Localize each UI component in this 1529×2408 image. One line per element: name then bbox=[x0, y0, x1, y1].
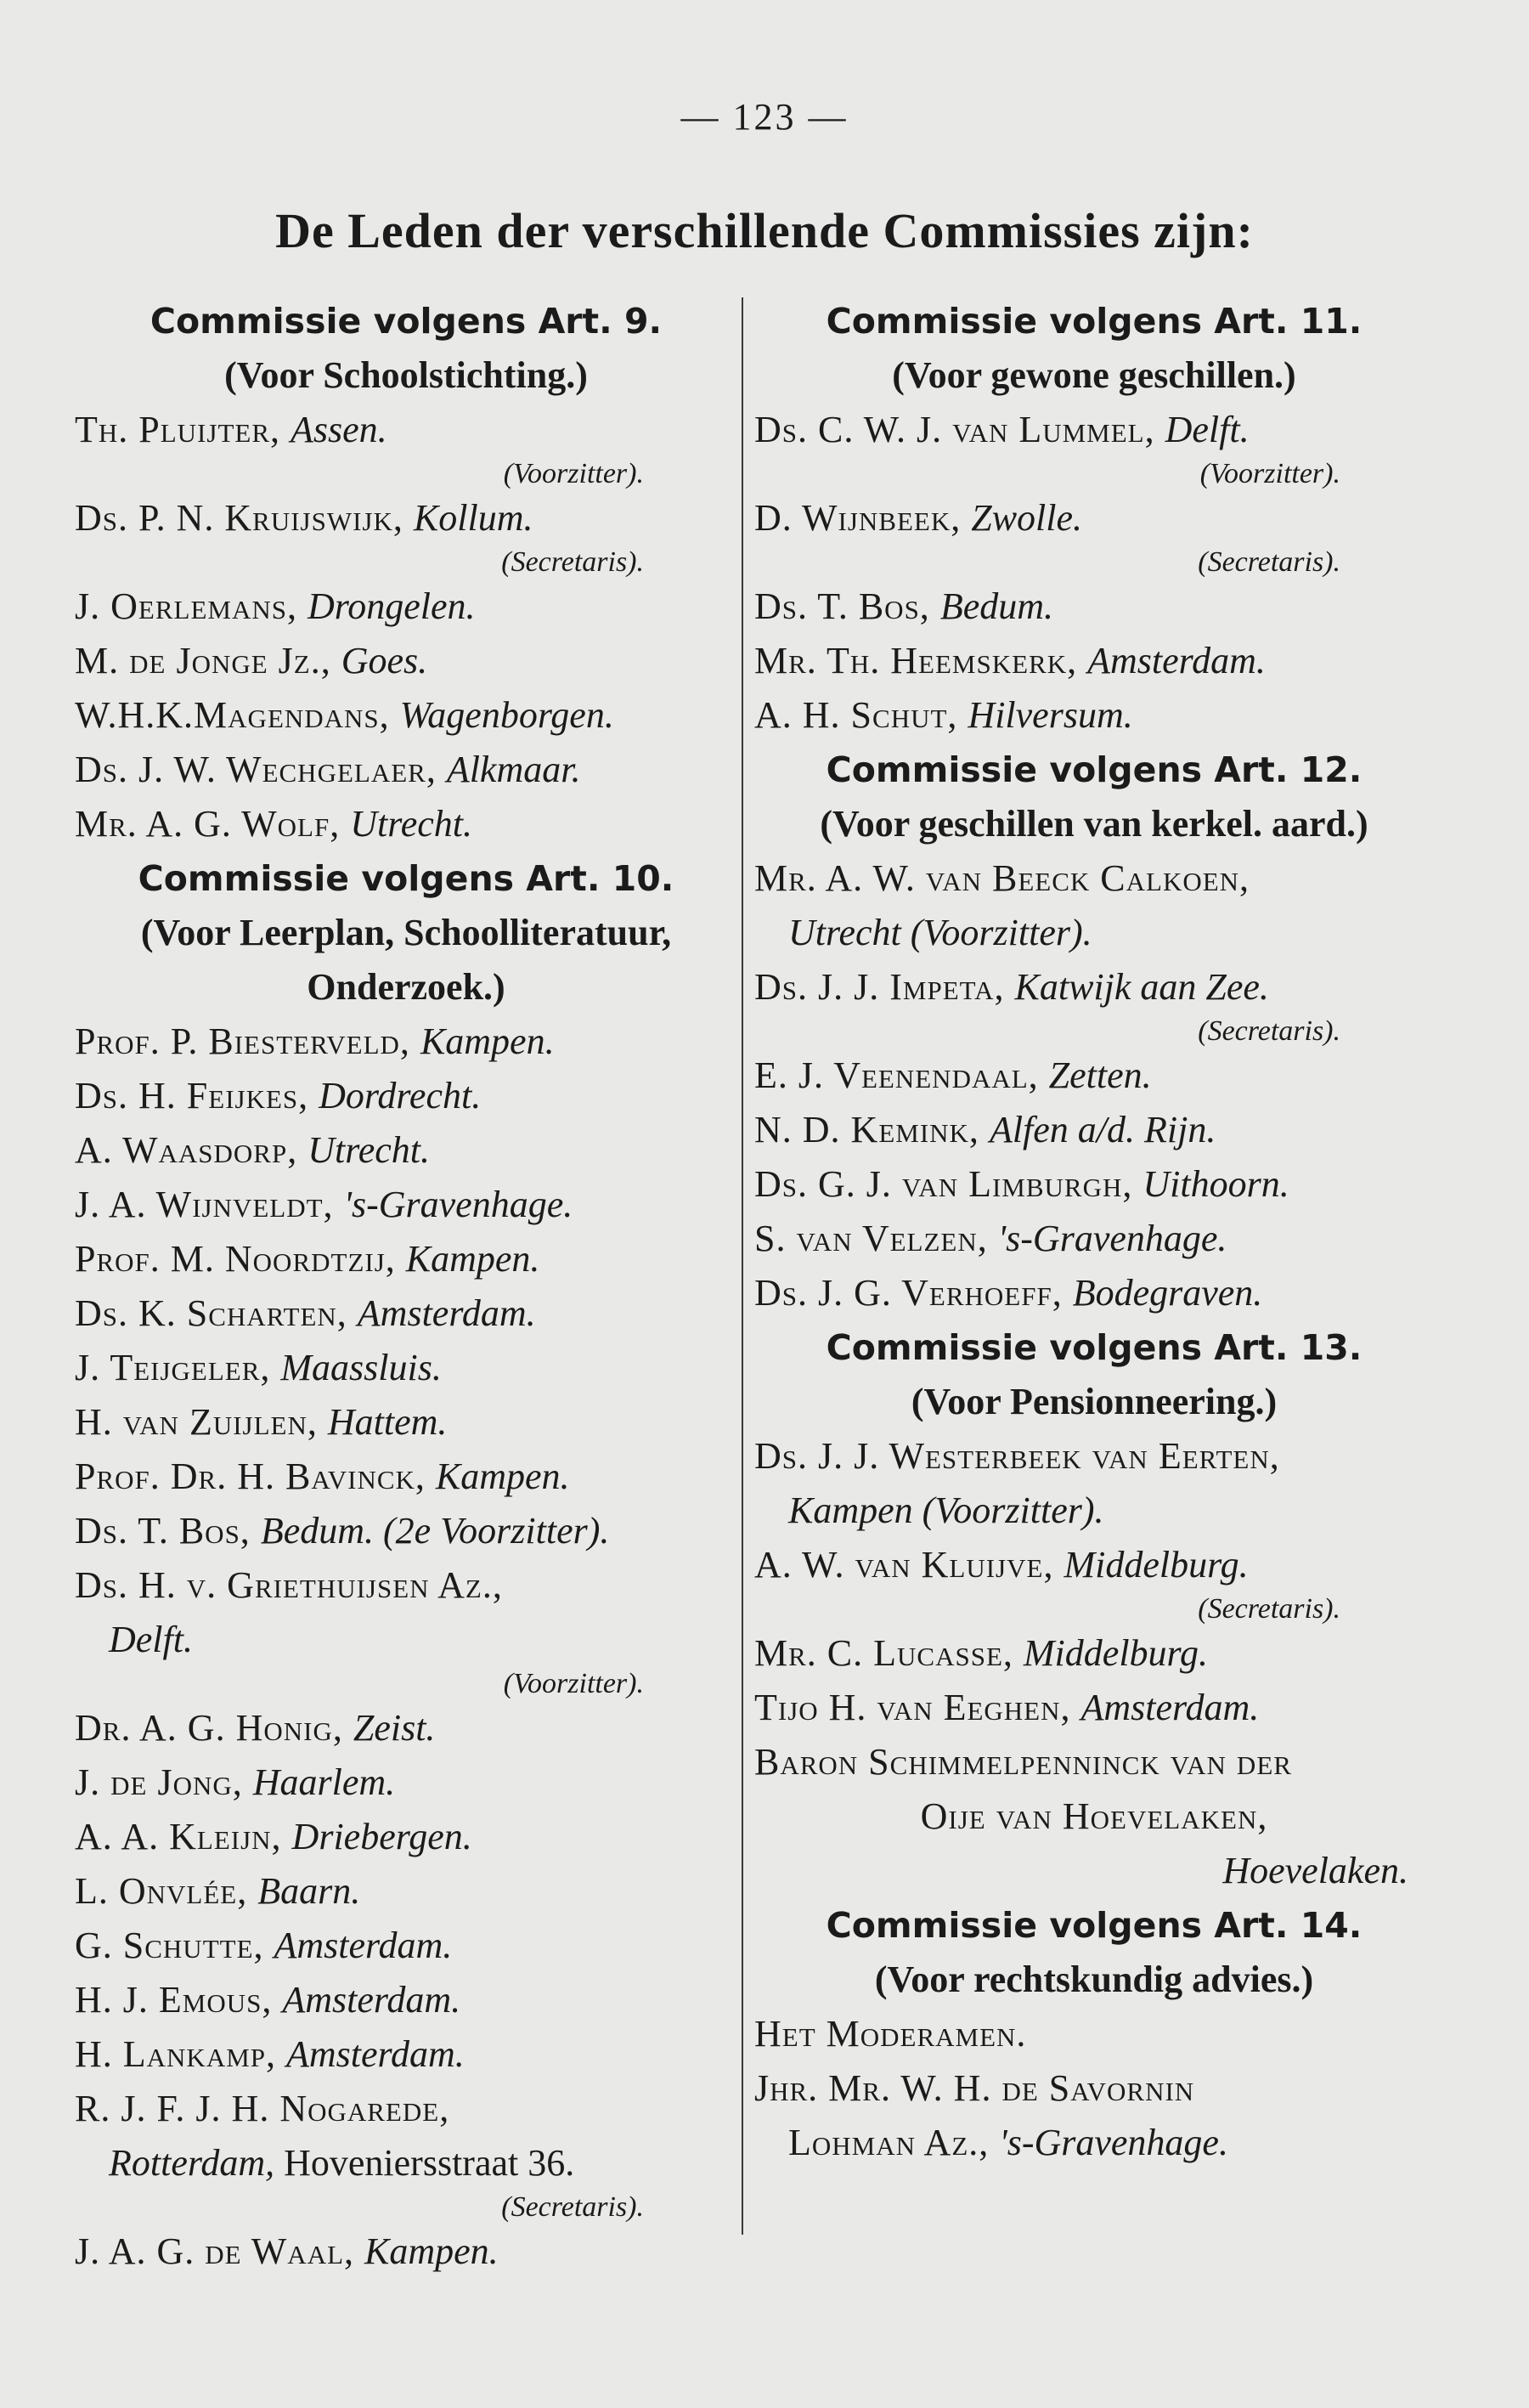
member-place: Utrecht. bbox=[307, 1129, 430, 1171]
member-place: Baarn. bbox=[257, 1870, 361, 1912]
member-entry bbox=[75, 797, 737, 851]
member-name: D. Wijnbeek, bbox=[754, 497, 972, 539]
column-divider bbox=[742, 297, 743, 2235]
member-entry bbox=[754, 1266, 1434, 1320]
art10-subheading-2: Onderzoek.) bbox=[307, 966, 505, 1008]
member-entry bbox=[754, 579, 1434, 634]
member-name: A. A. Kleijn, bbox=[75, 1816, 292, 1857]
member-place: Zwolle. bbox=[971, 497, 1083, 539]
member-place: Katwijk aan Zee. bbox=[1014, 966, 1269, 1008]
member-continuation bbox=[754, 2116, 1434, 2170]
member-entry bbox=[75, 1123, 737, 1178]
member-place: Zeist. bbox=[353, 1707, 436, 1749]
page-number: — 123 — bbox=[680, 96, 849, 138]
member-place: 's-Gravenhage. bbox=[343, 1184, 573, 1225]
member-name: Mr. A. W. van Beeck Calkoen, bbox=[754, 857, 1250, 899]
member-name: Prof. Dr. H. Bavinck, bbox=[75, 1456, 436, 1497]
member-place: Amsterdam. bbox=[357, 1292, 536, 1334]
member-entry bbox=[754, 2061, 1434, 2116]
member-entry bbox=[75, 688, 737, 743]
member-name: Ds. T. Bos, bbox=[75, 1510, 261, 1552]
member-name: Tijo H. van Eeghen, bbox=[754, 1687, 1081, 1728]
art10-subheading-1: (Voor Leerplan, Schoolliteratuur, bbox=[140, 912, 672, 953]
member-entry bbox=[75, 2027, 737, 2082]
member-name: H. Lankamp, bbox=[75, 2033, 287, 2075]
member-entry bbox=[75, 1504, 737, 1558]
member-entry bbox=[754, 1538, 1434, 1592]
role-note: (Voorzitter). bbox=[503, 1668, 644, 1699]
member-name: Ds. G. J. van Limburgh, bbox=[754, 1163, 1143, 1205]
member-entry bbox=[75, 1701, 737, 1755]
member-name: A. W. van Kluijve, bbox=[754, 1544, 1064, 1586]
member-name: A. Waasdorp, bbox=[75, 1129, 308, 1171]
member-entry bbox=[754, 634, 1434, 688]
member-place: Middelburg. bbox=[1064, 1544, 1249, 1586]
member-place: Maassluis. bbox=[280, 1347, 442, 1388]
member-name: Ds. H. Feijkes, bbox=[75, 1075, 319, 1116]
right-column bbox=[754, 294, 1434, 2170]
member-name: J. Teijgeler, bbox=[75, 1347, 281, 1388]
member-name: R. J. F. J. H. Nogarede, bbox=[75, 2088, 450, 2129]
member-name: Jhr. Mr. W. H. de Savornin bbox=[754, 2067, 1195, 2109]
member-entry bbox=[75, 2224, 737, 2279]
member-name: Prof. M. Noordtzij, bbox=[75, 1238, 406, 1280]
member-place: Amsterdam. bbox=[286, 2033, 465, 2075]
member-entry bbox=[75, 403, 737, 457]
member-name: W.H.K.Magendans, bbox=[75, 694, 400, 736]
member-name: Ds. K. Scharten, bbox=[75, 1292, 358, 1334]
member-name: Ds. J. J. Westerbeek van Eerten, bbox=[754, 1435, 1280, 1477]
member-continuation: Delft. bbox=[109, 1619, 193, 1660]
member-entry bbox=[75, 1450, 737, 1504]
member-continuation bbox=[75, 2136, 737, 2190]
member-entry bbox=[754, 851, 1434, 906]
member-entry bbox=[75, 1178, 737, 1232]
member-name: H. van Zuijlen, bbox=[75, 1401, 328, 1443]
role-note: (Secretaris). bbox=[501, 2191, 644, 2223]
member-place: Kampen. bbox=[435, 1456, 570, 1497]
member-entry bbox=[754, 960, 1434, 1015]
member-entry bbox=[75, 1864, 737, 1919]
member-address: Hoveniersstraat 36. bbox=[284, 2142, 575, 2184]
member-place: Utrecht. bbox=[350, 803, 473, 845]
role-note: (Voorzitter). bbox=[503, 458, 644, 489]
member-name: Mr. Th. Heemskerk, bbox=[754, 640, 1088, 681]
member-entry bbox=[75, 634, 737, 688]
member-place: Bodegraven. bbox=[1072, 1272, 1263, 1314]
member-continuation: Oije van Hoevelaken, bbox=[920, 1795, 1268, 1837]
member-name: Het Moderamen. bbox=[754, 2013, 1027, 2055]
member-entry bbox=[754, 1735, 1434, 1789]
member-place: Alfen a/d. Rijn. bbox=[989, 1109, 1216, 1150]
member-address: Lohman Az., bbox=[788, 2122, 1000, 2163]
member-entry bbox=[754, 1212, 1434, 1266]
member-name: N. D. Kemink, bbox=[754, 1109, 990, 1150]
member-place: Hattem. bbox=[327, 1401, 448, 1443]
member-place: Goes. bbox=[341, 640, 428, 681]
member-entry bbox=[75, 1069, 737, 1123]
member-entry bbox=[75, 1973, 737, 2027]
member-place: Amsterdam. bbox=[1080, 1687, 1260, 1728]
art13-heading: Commissie volgens Art. 13. bbox=[826, 1327, 1363, 1368]
member-place: Alkmaar. bbox=[446, 749, 581, 790]
art14-heading: Commissie volgens Art. 14. bbox=[826, 1905, 1363, 1946]
member-place: Haarlem. bbox=[252, 1761, 396, 1803]
member-entry bbox=[75, 2082, 737, 2136]
member-entry bbox=[75, 743, 737, 797]
role-note: (Secretaris). bbox=[501, 546, 644, 578]
member-place: Driebergen. bbox=[291, 1816, 472, 1857]
member-place: Amsterdam. bbox=[274, 1925, 453, 1966]
member-place: Middelburg. bbox=[1023, 1632, 1209, 1674]
art9-subheading-1: (Voor Schoolstichting.) bbox=[224, 354, 588, 396]
member-place: Wagenborgen. bbox=[399, 694, 614, 736]
art14-subheading-1: (Voor rechtskundig advies.) bbox=[874, 1959, 1314, 2000]
member-entry bbox=[754, 491, 1434, 545]
member-name: E. J. Veenendaal, bbox=[754, 1054, 1049, 1096]
member-entry bbox=[754, 1103, 1434, 1157]
member-entry bbox=[75, 1232, 737, 1286]
member-entry bbox=[75, 1015, 737, 1069]
member-entry bbox=[754, 1626, 1434, 1681]
role-note: (Secretaris). bbox=[1198, 1593, 1340, 1625]
member-name: A. H. Schut, bbox=[754, 694, 968, 736]
member-entry bbox=[754, 1157, 1434, 1212]
member-entry bbox=[75, 1286, 737, 1341]
member-name: Ds. J. G. Verhoeff, bbox=[754, 1272, 1073, 1314]
member-name: Mr. C. Lucasse, bbox=[754, 1632, 1024, 1674]
member-name: Ds. T. Bos, bbox=[754, 585, 940, 627]
member-place: Uithoorn. bbox=[1143, 1163, 1289, 1205]
member-place: Rotterdam, bbox=[109, 2142, 285, 2184]
art13-subheading-1: (Voor Pensionneering.) bbox=[911, 1381, 1278, 1422]
member-entry bbox=[754, 1681, 1434, 1735]
member-name: S. van Velzen, bbox=[754, 1218, 998, 1259]
member-entry bbox=[754, 688, 1434, 743]
member-entry bbox=[75, 491, 737, 545]
member-entry bbox=[754, 403, 1434, 457]
member-place: Kollum. bbox=[413, 497, 533, 539]
member-entry bbox=[75, 1755, 737, 1810]
member-entry bbox=[75, 1919, 737, 1973]
member-name: H. J. Emous, bbox=[75, 1979, 283, 2021]
member-place: 's-Gravenhage. bbox=[999, 2122, 1228, 2163]
member-entry bbox=[754, 1049, 1434, 1103]
member-name: J. A. Wijnveldt, bbox=[75, 1184, 344, 1225]
member-continuation: Utrecht (Voorzitter). bbox=[788, 912, 1092, 953]
member-name: J. de Jong, bbox=[75, 1761, 253, 1803]
member-name: L. Onvlée, bbox=[75, 1870, 258, 1912]
member-name: G. Schutte, bbox=[75, 1925, 274, 1966]
member-name: Ds. P. N. Kruijswijk, bbox=[75, 497, 414, 539]
member-name: Prof. P. Biesterveld, bbox=[75, 1020, 420, 1062]
member-name: Baron Schimmelpenninck van der bbox=[754, 1741, 1292, 1783]
member-name: Dr. A. G. Honig, bbox=[75, 1707, 353, 1749]
art12-subheading-1: (Voor geschillen van kerkel. aard.) bbox=[820, 803, 1368, 845]
member-place: Zetten. bbox=[1048, 1054, 1152, 1096]
art11-subheading-1: (Voor gewone geschillen.) bbox=[892, 354, 1296, 396]
role-note: (Secretaris). bbox=[1198, 546, 1340, 578]
member-name: J. A. G. de Waal, bbox=[75, 2230, 365, 2272]
member-place: Amsterdam. bbox=[1087, 640, 1266, 681]
member-name: Ds. J. J. Impeta, bbox=[754, 966, 1015, 1008]
member-place: Kampen. bbox=[405, 1238, 540, 1280]
member-place: Assen. bbox=[291, 409, 387, 450]
art11-heading: Commissie volgens Art. 11. bbox=[826, 301, 1363, 342]
member-place: Kampen. bbox=[420, 1020, 555, 1062]
member-entry bbox=[754, 2007, 1434, 2061]
art12-heading: Commissie volgens Art. 12. bbox=[826, 749, 1363, 790]
member-place: Bedum. bbox=[939, 585, 1053, 627]
member-name: Ds. J. W. Wechgelaer, bbox=[75, 749, 447, 790]
member-continuation: Kampen (Voorzitter). bbox=[788, 1489, 1104, 1531]
member-name: Mr. A. G. Wolf, bbox=[75, 803, 351, 845]
member-entry bbox=[75, 579, 737, 634]
member-place: 's-Gravenhage. bbox=[997, 1218, 1227, 1259]
art9-heading: Commissie volgens Art. 9. bbox=[150, 301, 663, 342]
member-entry bbox=[75, 1810, 737, 1864]
member-entry bbox=[75, 1558, 737, 1613]
role-note: (Secretaris). bbox=[1198, 1015, 1340, 1047]
role-note: (Voorzitter). bbox=[1199, 458, 1340, 489]
member-name: Ds. H. v. Griethuijsen Az., bbox=[75, 1564, 503, 1606]
member-place: Kampen. bbox=[364, 2230, 499, 2272]
page-title: De Leden der verschillende Commissies zijn: bbox=[275, 203, 1254, 258]
member-name: M. de Jonge Jz., bbox=[75, 640, 341, 681]
member-entry bbox=[75, 1341, 737, 1395]
member-entry bbox=[75, 1395, 737, 1450]
member-place: Drongelen. bbox=[307, 585, 476, 627]
member-place: Bedum. (2e Voorzitter). bbox=[260, 1510, 610, 1552]
member-place: Hilversum. bbox=[968, 694, 1133, 736]
left-column bbox=[75, 294, 737, 2279]
member-continuation: Hoevelaken. bbox=[1222, 1850, 1408, 1891]
member-name: Ds. C. W. J. van Lummel, bbox=[754, 409, 1165, 450]
member-entry bbox=[754, 1429, 1434, 1484]
art10-heading: Commissie volgens Art. 10. bbox=[138, 858, 674, 899]
member-name: Th. Pluijter, bbox=[75, 409, 291, 450]
member-name: J. Oerlemans, bbox=[75, 585, 307, 627]
member-place: Amsterdam. bbox=[282, 1979, 461, 2021]
member-place: Dordrecht. bbox=[319, 1075, 482, 1116]
member-place: Delft. bbox=[1165, 409, 1250, 450]
